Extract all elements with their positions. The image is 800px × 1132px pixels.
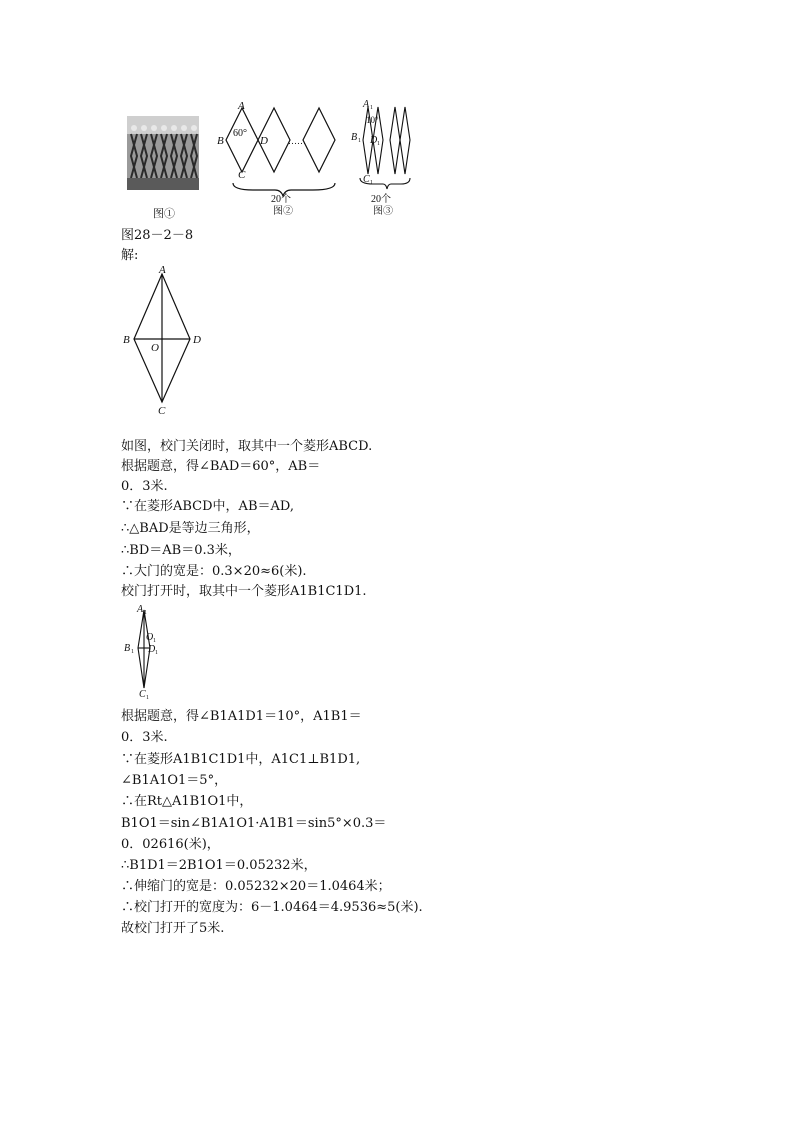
text-line-12: ∠B1A1O1＝5°，: [121, 773, 228, 788]
text-line-11: ∵在菱形A1B1C1D1中，A1C1⊥B1D1,: [121, 752, 361, 767]
rhombus-a1b1c1d1-diagram: [120, 600, 180, 700]
fig2-count: 20个: [271, 194, 291, 205]
rhombus2-label-o: O: [146, 632, 154, 643]
fig3-label-b: B: [351, 132, 358, 143]
fig2-dots: ……: [288, 136, 306, 146]
rhombus-label-b: B: [123, 334, 130, 346]
fig3-label-b-sub: 1: [358, 138, 361, 144]
fig3-label-c: C: [363, 174, 370, 185]
gate-photo: [127, 116, 199, 190]
fig1-caption: 图①: [153, 207, 175, 220]
fig2-angle: 60°: [233, 128, 247, 139]
fig2-label-a: A: [238, 100, 245, 112]
rhombus2-label-a: A: [137, 604, 144, 615]
fig2-caption: 图②: [273, 206, 293, 217]
text-line-10: 0．3米.: [121, 730, 168, 745]
rhombus2-label-b-sub: 1: [131, 649, 134, 655]
rhombus-label-c: C: [158, 405, 166, 417]
text-line-13: ∴在Rt△A1B1O1中，: [121, 794, 253, 809]
rhombus-abcd-diagram: [118, 262, 218, 418]
solution-label: 解:: [121, 248, 139, 263]
text-line-9: 根据题意，得∠B1A1D1＝10°，A1B1＝: [121, 709, 362, 724]
text-line-6: ∴BD＝AB＝0.3米，: [121, 543, 241, 558]
figure-reference: 图28－2－8: [121, 228, 194, 243]
text-line-5: ∴△BAD是等边三角形，: [121, 521, 260, 536]
text-line-14: B1O1＝sin∠B1A1O1·A1B1＝sin5°×0.3＝: [121, 816, 387, 831]
fig3-label-d-sub: 1: [377, 141, 380, 147]
rhombus2-label-c-sub: 1: [146, 695, 149, 700]
text-line-15: 0．02616(米)，: [121, 837, 220, 852]
rhombus2-label-a-sub: 1: [144, 610, 147, 616]
figure-3: [348, 94, 418, 220]
fig2-label-d: D: [260, 135, 268, 147]
fig2-label-b: B: [217, 135, 224, 147]
figure-2: [213, 98, 343, 220]
text-line-3: 0．3米.: [121, 479, 168, 494]
text-line-19: 故校门打开了5米.: [121, 921, 225, 936]
fig3-label-a: A: [363, 99, 370, 110]
text-line-17: ∴伸缩门的宽是：0.05232×20＝1.0464米；: [121, 879, 391, 894]
fig3-label-c-sub: 1: [370, 180, 373, 186]
text-line-16: ∴B1D1＝2B1O1＝0.05232米，: [121, 858, 317, 873]
text-line-2: 根据题意，得∠BAD＝60°，AB＝: [121, 459, 321, 474]
fig3-caption: 图③: [373, 206, 393, 217]
fig3-label-a-sub: 1: [370, 105, 373, 111]
rhombus2-label-o-sub: 1: [153, 638, 156, 644]
fig2-label-c: C: [238, 169, 246, 181]
rhombus2-label-d: D: [148, 644, 156, 655]
text-line-7: ∴大门的宽是：0.3×20≈6(米).: [121, 564, 307, 579]
fig3-count: 20个: [371, 194, 391, 205]
text-line-4: ∵在菱形ABCD中，AB＝AD,: [121, 499, 294, 514]
rhombus2-label-b: B: [124, 643, 131, 654]
text-line-8: 校门打开时，取其中一个菱形A1B1C1D1.: [121, 584, 367, 599]
text-line-1: 如图，校门关闭时，取其中一个菱形ABCD.: [121, 439, 373, 454]
text-line-18: ∴校门打开的宽度为：6－1.0464＝4.9536≈5(米).: [121, 900, 423, 915]
fig3-label-d: D: [370, 135, 378, 146]
rhombus-label-d: D: [193, 334, 201, 346]
rhombus2-label-d-sub: 1: [155, 650, 158, 656]
rhombus2-label-c: C: [139, 689, 146, 700]
rhombus-label-a: A: [159, 264, 166, 276]
fig3-angle: 10°: [366, 115, 379, 125]
rhombus-label-o: O: [151, 342, 159, 354]
